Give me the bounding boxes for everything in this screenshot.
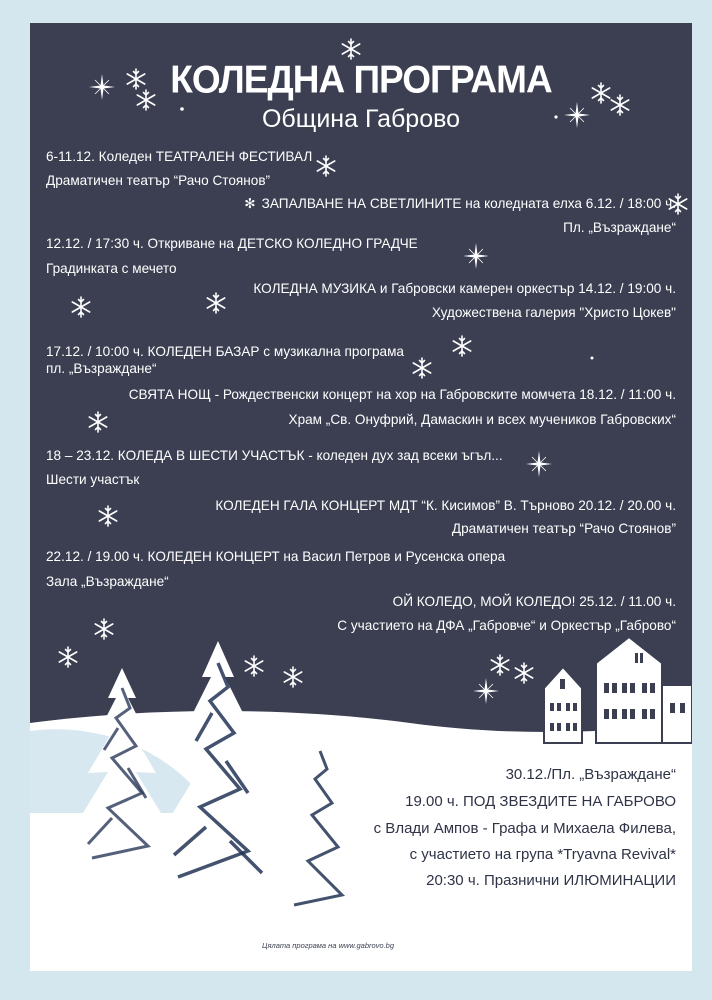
finale-date: 30.12./Пл. „Възраждане“	[505, 766, 676, 783]
snowflake-icon	[413, 358, 430, 378]
event-2-label: ЗАПАЛВАНЕ НА СВЕТЛИНИТЕ на коледната елха 6.12. / 18:00 ч.	[261, 196, 676, 211]
snowflake-icon	[95, 619, 112, 639]
snowflake-icon: ✻	[244, 196, 256, 211]
event-8-text: КОЛЕДЕН ГАЛА КОНЦЕРТ МДТ “К. Кисимов” В. Търново 20.12. / 20.00 ч.	[215, 498, 676, 513]
snowflake-icon	[89, 412, 106, 432]
event-9-venue: Зала „Възраждане“	[46, 574, 169, 589]
event-5-text: 17.12. / 10:00 ч. КОЛЕДЕН БАЗАР с музикална програма	[46, 344, 404, 359]
event-6-venue: Храм „Св. Онуфрий, Дамаскин и всех мучеников Габровских“	[288, 412, 676, 427]
finale-performers: с Влади Ампов - Графа и Михаела Филева,	[373, 820, 676, 837]
snowflake-icon	[317, 156, 334, 176]
snowflake-icon	[245, 656, 262, 676]
event-1-venue: Драматичен театър “Рачо Стоянов”	[46, 173, 271, 188]
event-2-text	[244, 196, 676, 212]
event-4-text: КОЛЕДНА МУЗИКА и Габровски камерен оркестър 14.12. / 19:00 ч.	[253, 281, 676, 296]
snowflake-icon	[463, 243, 489, 269]
snowflake-icon	[453, 336, 470, 356]
finale-title: 19.00 ч. ПОД ЗВЕЗДИТЕ НА ГАБРОВО	[405, 793, 676, 810]
event-2-venue: Пл. „Възраждане“	[563, 220, 676, 235]
snowflake-icon	[284, 667, 301, 687]
event-10-text: ОЙ КОЛЕДО, МОЙ КОЛЕДО! 25.12. / 11.00 ч.	[392, 594, 676, 609]
snowflake-icon	[526, 451, 552, 477]
event-10-venue: С участието на ДФА „Габровче“ и Оркестър „Габрово“	[337, 618, 676, 633]
event-5-venue: пл. „Възраждане“	[46, 361, 157, 376]
event-3-venue: Градинката с мечето	[46, 261, 177, 276]
event-1-text: 6-11.12. Коледен ТЕАТРАЛЕН ФЕСТИВАЛ	[46, 149, 313, 164]
page-subtitle: Община Габрово	[261, 105, 461, 133]
event-4-venue: Художествена галерия "Христо Цокев"	[431, 305, 676, 320]
page-title: КОЛЕДНА ПРОГРАМА	[170, 57, 552, 101]
snowflake-icon	[342, 39, 359, 59]
event-3-text: 12.12. / 17:30 ч. Откриване на ДЕТСКО КОЛЕДНО ГРАДЧЕ	[46, 236, 418, 251]
event-7-venue: Шести участък	[46, 472, 140, 487]
event-7-text: 18 – 23.12. КОЛЕДА В ШЕСТИ УЧАСТЪК - коледен дух зад всеки ъгъл...	[46, 448, 503, 463]
poster	[30, 23, 692, 971]
snowflake-icon	[491, 655, 508, 675]
snowflake-icon	[72, 297, 89, 317]
footer-url: Цялата програма на www.gabrovo.bg	[262, 941, 395, 950]
event-8-venue: Драматичен театър “Рачо Стоянов”	[451, 521, 676, 536]
snowflake-icon	[473, 678, 499, 704]
event-9-text: 22.12. / 19.00 ч. КОЛЕДЕН КОНЦЕРТ на Васил Петров и Русенска опера	[46, 549, 506, 564]
snowflake-icon	[59, 647, 76, 667]
snowflake-icon	[207, 293, 224, 313]
event-6-text: СВЯТА НОЩ - Рождественски концерт на хор на Габровските момчета 18.12. / 11:00 ч.	[128, 387, 676, 402]
snowflake-icon	[99, 506, 116, 526]
finale-band: с участието на група *Tryavna Revival*	[409, 846, 676, 863]
snowflake-icon	[515, 663, 532, 683]
finale-illuminations: 20:30 ч. Празнични ИЛЮМИНАЦИИ	[426, 872, 676, 889]
